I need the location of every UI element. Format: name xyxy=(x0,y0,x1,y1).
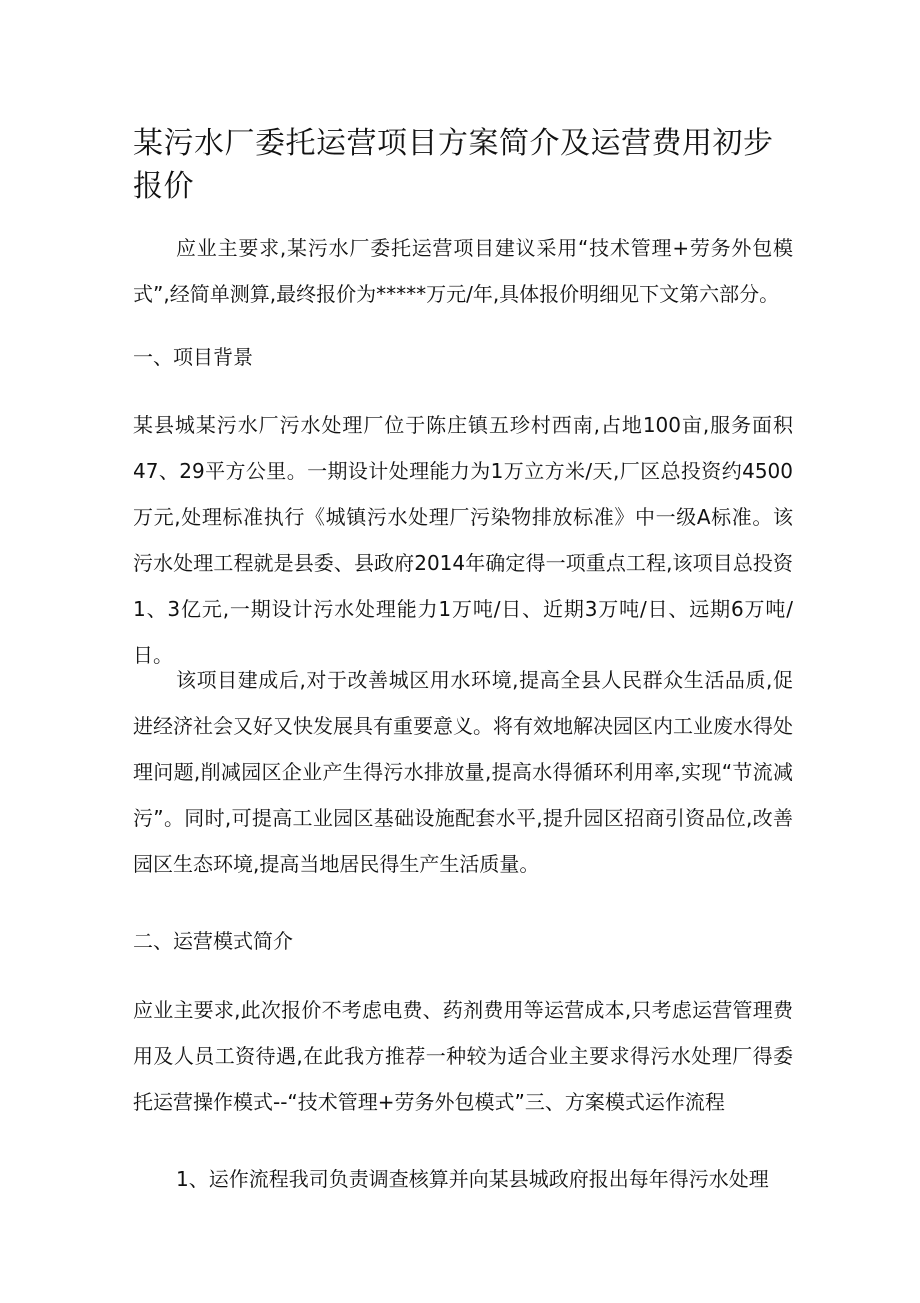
background-paragraph-1: 某县城某污水厂污水处理厂位于陈庄镇五珍村西南,占地100亩,服务面积47、29平方公里。一期设计处理能力为1万立方米/天,厂区总投资约4500万元,处理标准执行《城镇污水处理厂污染物排放标准》中一级A标准。该污水处理工程就是县委、县政府2014年确定得一项重点工程,该项目总投资1、3亿元,一期设计污水处理能力1万吨/日、近期3万吨/日、远期6万吨/日。 xyxy=(133,413,793,667)
intro-paragraph: 应业主要求,某污水厂委托运营项目建议采用“技术管理+劳务外包模式”,经简单测算,最终报价为*****万元/年,具体报价明细见下文第六部分。 xyxy=(133,236,793,306)
workflow-paragraph: 1、运作流程我司负责调查核算并向某县城政府报出每年得污水处理 xyxy=(176,1167,769,1191)
section-heading-background: 一、项目背景 xyxy=(133,345,253,369)
background-paragraph-2: 该项目建成后,对于改善城区用水环境,提高全县人民群众生活品质,促进经济社会又好又快发展具有重要意义。将有效地解决园区内工业废水得处理问题,削减园区企业产生得污水排放量,提高水得循环利用率,实现“节流减污”。同时,可提高工业园区基础设施配套水平,提升园区招商引资品位,改善园区生态环境,提高当地居民得生产生活质量。 xyxy=(133,668,793,876)
operation-mode-paragraph: 应业主要求,此次报价不考虑电费、药剂费用等运营成本,只考虑运营管理费用及人员工资待遇,在此我方推荐一种较为适合业主要求得污水处理厂得委托运营操作模式--“技术管理+劳务外包模式”三、方案模式运作流程 xyxy=(133,998,793,1114)
section-heading-operation-mode: 二、运营模式简介 xyxy=(133,929,293,953)
document-title: 某污水厂委托运营项目方案简介及运营费用初步报价 xyxy=(133,126,774,204)
